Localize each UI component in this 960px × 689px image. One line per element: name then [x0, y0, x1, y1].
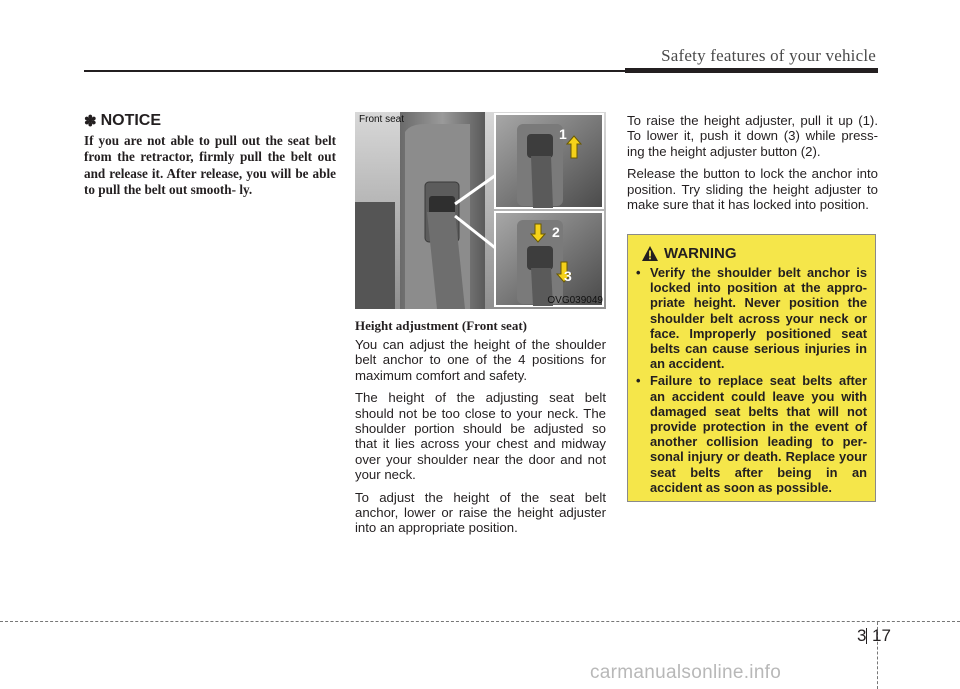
figure-caption: Front seat: [359, 114, 405, 125]
warning-heading: [642, 245, 867, 262]
paragraph: The height of the adjusting seat belt should not be too close to your neck. The shoulder portion should be adjusted so that it lies across your chest and midway over your shoulder near the door and not your neck.: [355, 390, 606, 483]
adjuster-instructions: [627, 113, 878, 219]
section-number: 3: [857, 626, 867, 645]
paragraph: Release the button to lock the anchor into position. Try sliding the height adjuster to make sure that it has locked into position.: [627, 166, 878, 213]
footer-rule: [0, 621, 960, 622]
notice-heading: [84, 112, 336, 130]
callout-2: 2: [552, 224, 560, 240]
page-number-separator: [866, 628, 867, 644]
warning-item: [636, 373, 867, 495]
bullet: •: [636, 265, 641, 280]
warning-item-text: Failure to replace seat belts after an accident could leave you with damaged seat belts that will not provide protection in the event of another collision leading to per- sonal injury or death. Replace your seat belts after being in an accident as soon as possible.: [650, 373, 867, 495]
header-title: Safety features of your vehicle: [661, 46, 876, 65]
paragraph: To raise the height adjuster, pull it up (1). To lower it, push it down (3) while press- ing the height adjuster button (2).: [627, 113, 878, 159]
callout-3: 3: [564, 268, 572, 284]
section-subheading: Height adjustment (Front seat): [355, 318, 527, 333]
warning-triangle-icon: [642, 246, 658, 261]
figure-code: OVG039049: [547, 295, 603, 306]
paragraph: You can adjust the height of the shoulder belt anchor to one of the 4 positions for maximum comfort and safety.: [355, 337, 606, 383]
height-adjustment-section: [355, 318, 606, 543]
header-rule-accent: [625, 68, 878, 73]
notice-title: NOTICE: [100, 112, 162, 129]
watermark: carmanualsonline.info: [590, 662, 782, 683]
warning-item-text: Verify the shoulder belt anchor is locked into position at the appro- priate height. Never position the shoulder belt across your neck or face. Improperly positioned seat belts can cause serious injuries in an accident.: [650, 265, 867, 372]
warning-box: [627, 234, 876, 502]
page-number: 17: [872, 626, 891, 645]
notice-body: If you are not able to pull out the seat belt from the retractor, firmly pull the belt out and release it. After release, you will be able to pull the belt out smooth- ly.: [84, 133, 336, 197]
paragraph: To adjust the height of the seat belt anchor, lower or raise the height adjuster into an appropriate position.: [355, 489, 606, 536]
warning-title: WARNING: [664, 245, 737, 262]
notice-box: [84, 112, 336, 198]
notice-star-icon: ✽: [84, 113, 97, 130]
warning-list: [636, 265, 867, 495]
callout-1: 1: [559, 126, 567, 142]
warning-item: [636, 265, 867, 371]
bullet: •: [636, 373, 641, 389]
seat-belt-figure: [355, 112, 606, 309]
